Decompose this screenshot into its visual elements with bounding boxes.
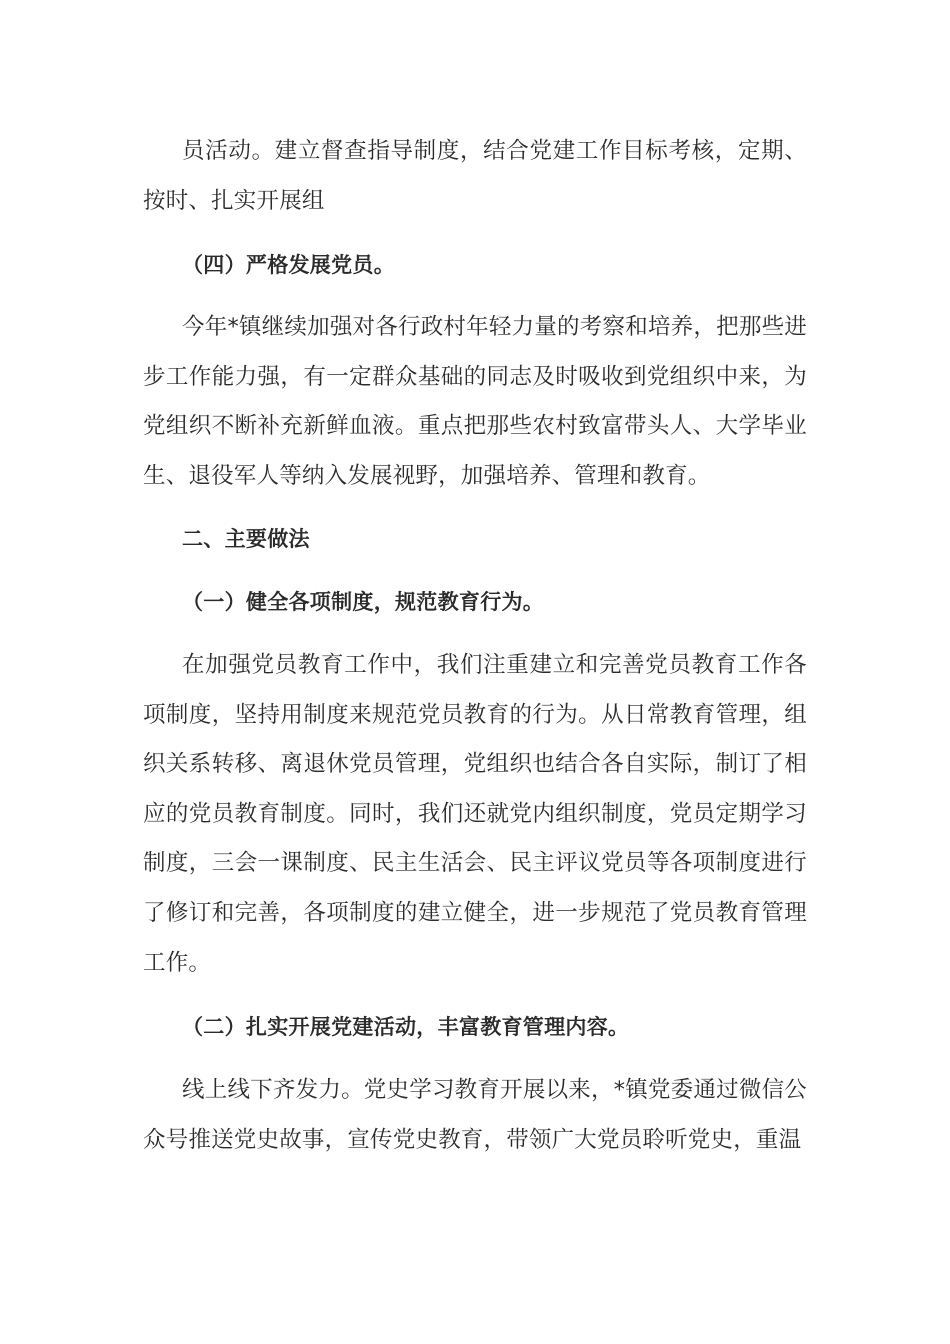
paragraph-supervision: 员活动。建立督查指导制度，结合党建工作目标考核，定期、按时、扎实开展组 (143, 138, 807, 214)
section-heading-main-practices: 二、主要做法 (182, 527, 310, 551)
section-heading-improve-systems: （一）健全各项制度，规范教育行为。 (182, 590, 545, 614)
paragraph-party-activities: 线上线下齐发力。党史学习教育开展以来，*镇党委通过微信公众号推送党史故事，宣传党史教育，带领广大党员聆听党史，重温 (143, 1077, 807, 1153)
section-heading-party-activities: （二）扎实开展党建活动，丰富教育管理内容。 (182, 1015, 630, 1039)
paragraph-develop-members: 今年*镇继续加强对各行政村年轻力量的考察和培养，把那些进步工作能力强，有一定群众基础的同志及时吸收到党组织中来，为党组织不断补充新鲜血液。重点把那些农村致富带头人、大学毕业生、退役军人等纳入发展视野，加强培养、管理和教育。 (143, 314, 807, 489)
paragraph-improve-systems: 在加强党员教育工作中，我们注重建立和完善党员教育工作各项制度，坚持用制度来规范党员教育的行为。从日常教育管理，组织关系转移、离退休党员管理，党组织也结合各自实际，制订了相应的党员教育制度。同时，我们还就党内组织制度，党员定期学习制度，三会一课制度、民主生活会、民主评议党员等各项制度进行了修订和完善，各项制度的建立健全，进一步规范了党员教育管理工作。 (143, 652, 807, 976)
section-heading-develop-members: （四）严格发展党员。 (182, 253, 395, 277)
